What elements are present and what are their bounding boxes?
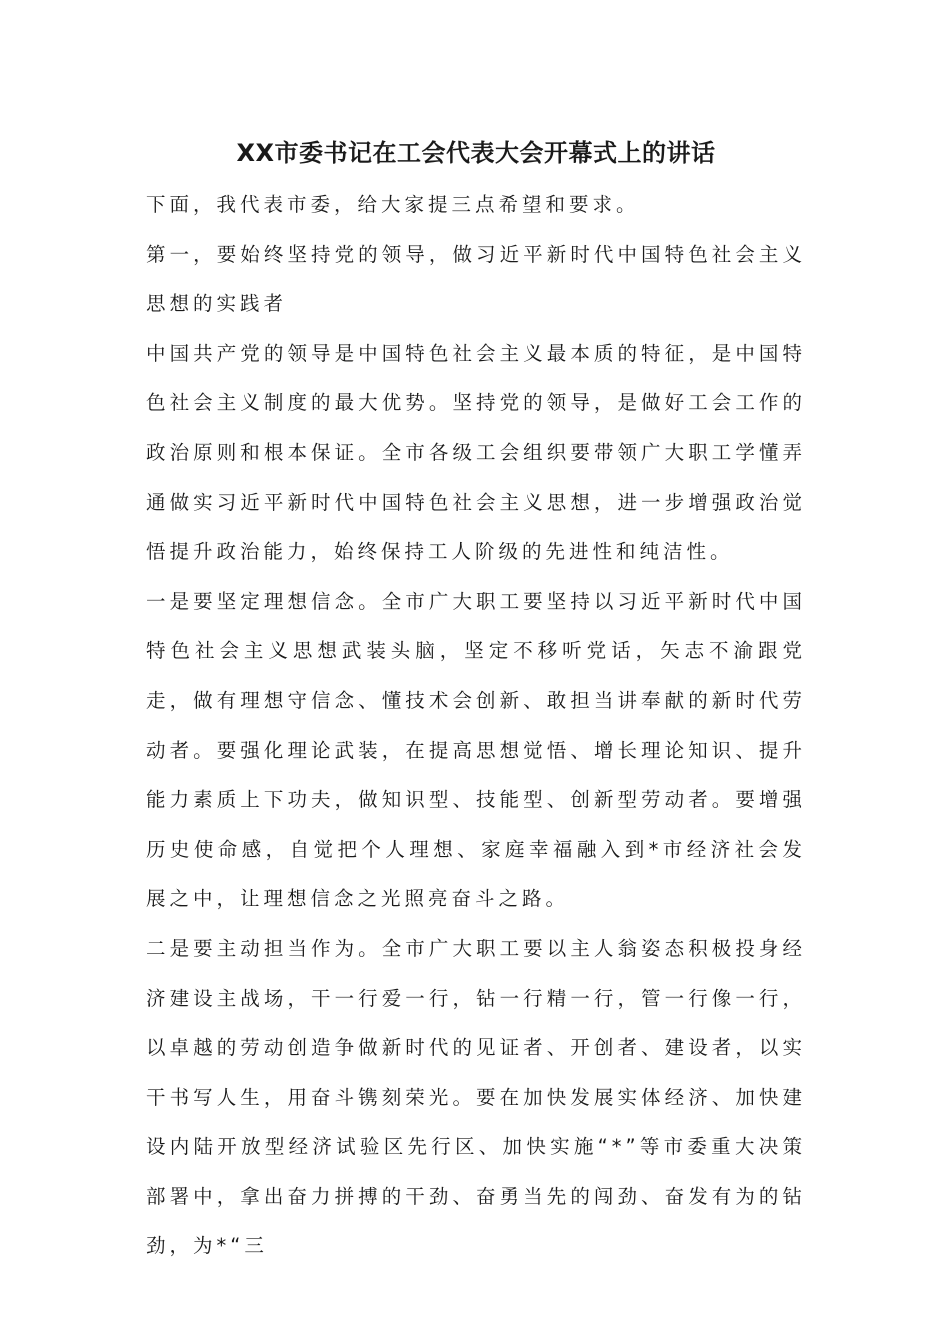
paragraph-heading-first: 第一，要始终坚持党的领导，做习近平新时代中国特色社会主义思想的实践者: [146, 242, 806, 316]
paragraph-ideals: 一是要坚定理想信念。全市广大职工要坚持以习近平新时代中国特色社会主义思想武装头脑，坚定不移听党话，矢志不渝跟党走，做有理想守信念、懂技术会创新、敢担当讲奉献的新时代劳动者。要强化理论武装，在提高思想觉悟、增长理论知识、提升能力素质上下功夫，做知识型、技能型、创新型劳动者。要增强历史使命感，自觉把个人理想、家庭幸福融入到*市经济社会发展之中，让理想信念之光照亮奋斗之路。: [146, 589, 806, 911]
paragraph-intro: 下面，我代表市委，给大家提三点希望和要求。: [146, 193, 640, 216]
document-page: [146, 128, 806, 1271]
paragraph-party-leadership: 中国共产党的领导是中国特色社会主义最本质的特征，是中国特色社会主义制度的最大优势。坚持党的领导，是做好工会工作的政治原则和根本保证。全市各级工会组织要带领广大职工学懂弄通做实习近平新时代中国特色社会主义思想，进一步增强政治觉悟提升政治能力，始终保持工人阶级的先进性和纯洁性。: [146, 341, 806, 564]
paragraph-responsibility: 二是要主动担当作为。全市广大职工要以主人翁姿态积极投身经济建设主战场，干一行爱一行，钻一行精一行，管一行像一行，以卓越的劳动创造争做新时代的见证者、开创者、建设者，以实干书写人生，用奋斗镌刻荣光。要在加快发展实体经济、加快建设内陆开放型经济试验区先行区、加快实施“*”等市委重大决策部署中，拿出奋力拼搏的干劲、奋勇当先的闯劲、奋发有为的钻劲，为*“三: [146, 936, 806, 1258]
document-title: XX市委书记在工会代表大会开幕式上的讲话: [236, 139, 716, 167]
